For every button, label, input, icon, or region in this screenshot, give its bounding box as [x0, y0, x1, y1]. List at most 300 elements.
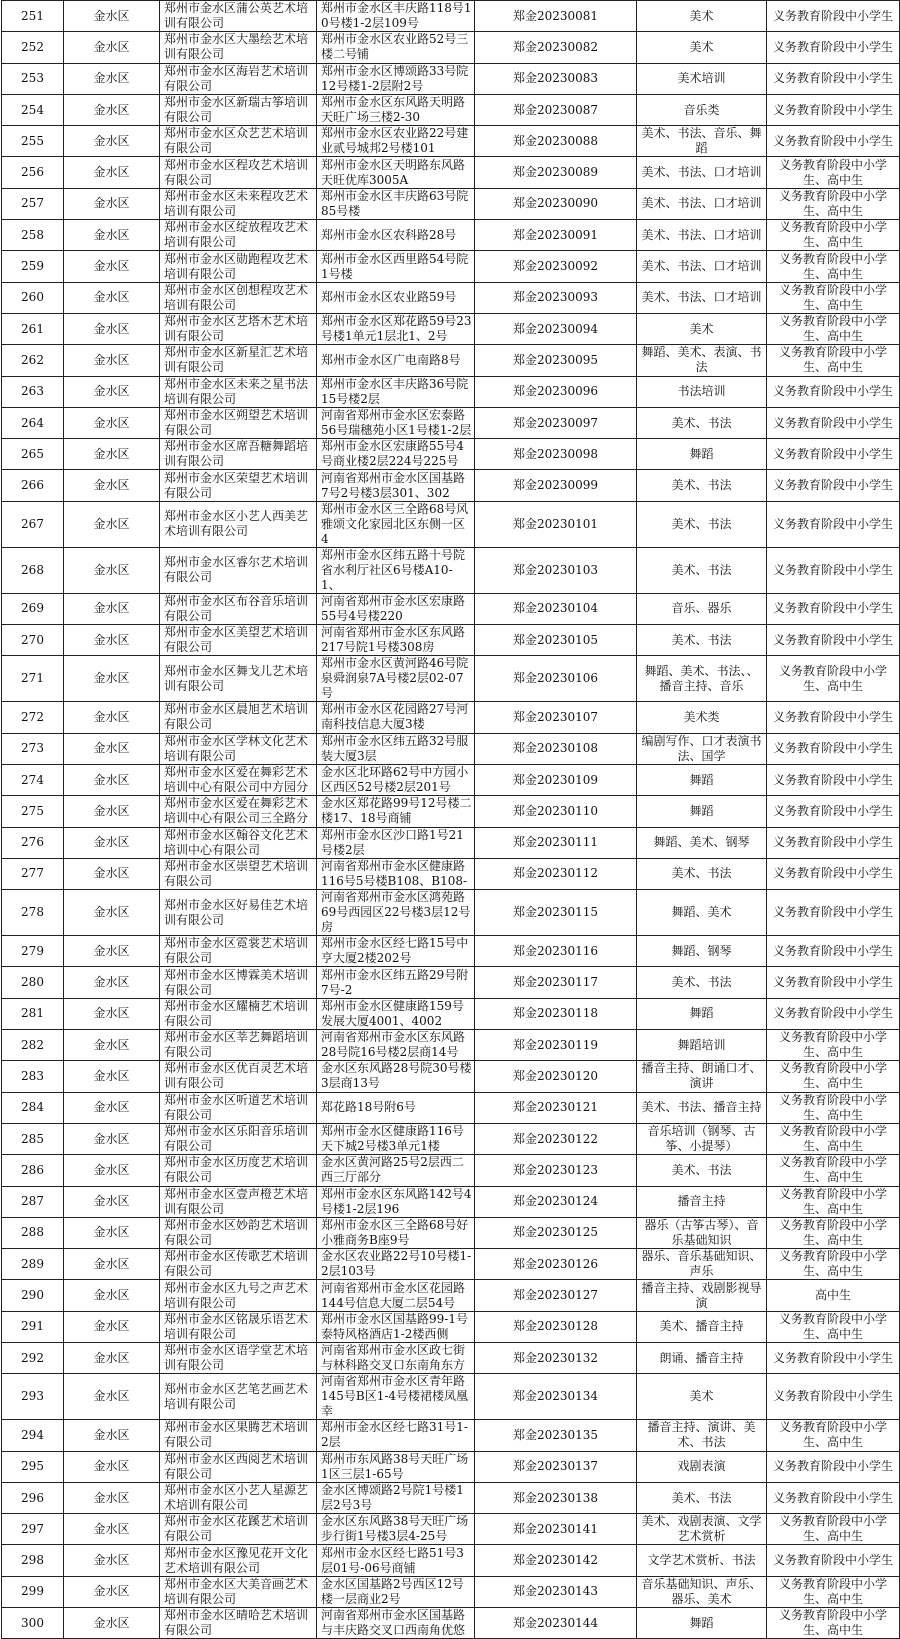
target-students-cell: 义务教育阶段中小学生、高中生: [767, 656, 900, 702]
table-row: [2, 1420, 900, 1451]
institution-name-cell: 郑州市金水区好易佳艺术培训有限公司: [160, 890, 317, 936]
row-number-cell: 267: [2, 501, 64, 547]
institution-name-cell: 郑州市金水区大美音画艺术培训有限公司: [160, 1576, 317, 1607]
address-cell: 郑州市金水区东风路142号4号楼1-2层196: [317, 1186, 475, 1217]
target-students-cell: 义务教育阶段中小学生、高中生: [767, 251, 900, 282]
target-students-cell: 义务教育阶段中小学生: [767, 702, 900, 733]
table-row: [2, 313, 900, 344]
license-number-cell: 郑金20230096: [475, 376, 637, 407]
address-cell: 郑州市金水区东风路天明路天旺广场三楼2-30: [317, 94, 475, 125]
institution-name-cell: 郑州市金水区翰谷文化艺术培训中心有限公司: [160, 827, 317, 858]
target-students-cell: 义务教育阶段中小学生: [767, 998, 900, 1029]
table-row: [2, 998, 900, 1029]
institution-name-cell: 郑州市金水区语学堂艺术培训有限公司: [160, 1342, 317, 1373]
license-number-cell: 郑金20230135: [475, 1420, 637, 1451]
district-cell: 金水区: [64, 702, 160, 733]
row-number-cell: 280: [2, 967, 64, 998]
license-number-cell: 郑金20230107: [475, 702, 637, 733]
institution-name-cell: 郑州市金水区优百灵艺术培训有限公司: [160, 1061, 317, 1092]
table-row: [2, 967, 900, 998]
table-row: [2, 501, 900, 547]
training-subjects-cell: 美术、书法: [637, 501, 767, 547]
license-number-cell: 郑金20230110: [475, 796, 637, 827]
address-cell: 郑州市金水区健康路159号发展大厦4001、4002: [317, 998, 475, 1029]
institution-name-cell: 郑州市金水区朔望艺术培训有限公司: [160, 407, 317, 438]
row-number-cell: 259: [2, 251, 64, 282]
district-cell: 金水区: [64, 32, 160, 63]
table-row: [2, 858, 900, 889]
target-students-cell: 义务教育阶段中小学生: [767, 1374, 900, 1420]
training-subjects-cell: 美术: [637, 1, 767, 32]
training-subjects-cell: 音乐培训（钢琴、古筝、小提琴）: [637, 1123, 767, 1154]
training-subjects-cell: 美术、书法: [637, 967, 767, 998]
row-number-cell: 263: [2, 376, 64, 407]
target-students-cell: 义务教育阶段中小学生: [767, 593, 900, 624]
target-students-cell: 义务教育阶段中小学生、高中生: [767, 1155, 900, 1186]
district-cell: 金水区: [64, 796, 160, 827]
table-row: [2, 376, 900, 407]
address-cell: 郑州市金水区丰庆路63号院85号楼: [317, 188, 475, 219]
institution-name-cell: 郑州市金水区花蹊艺术培训有限公司: [160, 1514, 317, 1545]
institution-name-cell: 郑州市金水区传歌艺术培训有限公司: [160, 1249, 317, 1280]
training-subjects-cell: 美术、书法、播音主持: [637, 1092, 767, 1123]
district-cell: 金水区: [64, 1061, 160, 1092]
district-cell: 金水区: [64, 251, 160, 282]
license-number-cell: 郑金20230103: [475, 547, 637, 593]
district-cell: 金水区: [64, 94, 160, 125]
institution-name-cell: 郑州市金水区创想程攻艺术培训有限公司: [160, 282, 317, 313]
training-subjects-cell: 舞蹈: [637, 1608, 767, 1639]
table-row: [2, 251, 900, 282]
row-number-cell: 266: [2, 470, 64, 501]
district-cell: 金水区: [64, 1420, 160, 1451]
license-number-cell: 郑金20230137: [475, 1451, 637, 1482]
institution-name-cell: 郑州市金水区众艺艺术培训有限公司: [160, 126, 317, 157]
license-number-cell: 郑金20230141: [475, 1514, 637, 1545]
table-row: [2, 282, 900, 313]
license-number-cell: 郑金20230099: [475, 470, 637, 501]
table-row: [2, 345, 900, 376]
institution-name-cell: 郑州市金水区崇望艺术培训有限公司: [160, 858, 317, 889]
target-students-cell: 义务教育阶段中小学生、高中生: [767, 1311, 900, 1342]
row-number-cell: 299: [2, 1576, 64, 1607]
training-subjects-cell: 舞蹈: [637, 764, 767, 795]
training-subjects-cell: 美术、书法: [637, 625, 767, 656]
district-cell: 金水区: [64, 313, 160, 344]
district-cell: 金水区: [64, 345, 160, 376]
table-row: [2, 1451, 900, 1482]
institution-name-cell: 郑州市金水区爱在舞彩艺术培训中心有限公司中方园分: [160, 764, 317, 795]
license-number-cell: 郑金20230128: [475, 1311, 637, 1342]
table-row: [2, 1186, 900, 1217]
training-subjects-cell: 美术: [637, 1374, 767, 1420]
row-number-cell: 284: [2, 1092, 64, 1123]
table-row: [2, 470, 900, 501]
training-subjects-cell: 美术、书法、口才培训: [637, 188, 767, 219]
training-subjects-cell: 美术培训: [637, 63, 767, 94]
training-subjects-cell: 音乐、器乐: [637, 593, 767, 624]
target-students-cell: 义务教育阶段中小学生: [767, 890, 900, 936]
row-number-cell: 255: [2, 126, 64, 157]
institution-name-cell: 郑州市金水区艺笔艺画艺术培训有限公司: [160, 1374, 317, 1420]
table-row: [2, 1576, 900, 1607]
table-row: [2, 936, 900, 967]
institution-name-cell: 郑州市金水区布谷音乐培训有限公司: [160, 593, 317, 624]
row-number-cell: 260: [2, 282, 64, 313]
target-students-cell: 义务教育阶段中小学生: [767, 376, 900, 407]
target-students-cell: 义务教育阶段中小学生、高中生: [767, 313, 900, 344]
address-cell: 郑州市金水区天明路东风路天旺优库3005A: [317, 157, 475, 188]
training-subjects-cell: 播音主持、朗诵口才、演讲: [637, 1061, 767, 1092]
district-cell: 金水区: [64, 376, 160, 407]
target-students-cell: 义务教育阶段中小学生: [767, 94, 900, 125]
target-students-cell: 义务教育阶段中小学生、高中生: [767, 1608, 900, 1639]
institution-name-cell: 郑州市金水区果腾艺术培训有限公司: [160, 1420, 317, 1451]
table-row: [2, 1030, 900, 1061]
district-cell: 金水区: [64, 1451, 160, 1482]
row-number-cell: 296: [2, 1482, 64, 1513]
row-number-cell: 272: [2, 702, 64, 733]
address-cell: 河南省郑州市金水区鸿苑路69号西园区22号楼3层12号房: [317, 890, 475, 936]
table-row: [2, 157, 900, 188]
district-cell: 金水区: [64, 282, 160, 313]
institution-name-cell: 郑州市金水区历度艺术培训有限公司: [160, 1155, 317, 1186]
district-cell: 金水区: [64, 126, 160, 157]
address-cell: 郑州市金水区丰庆路36号院15号楼2层: [317, 376, 475, 407]
address-cell: 河南省郑州市金水区东风路217号院1号楼308房: [317, 625, 475, 656]
table-row: [2, 547, 900, 593]
address-cell: 郑州市金水区农业路52号三楼二号铺: [317, 32, 475, 63]
address-cell: 郑州市金水区经七路51号3层01号-06号商铺: [317, 1545, 475, 1576]
district-cell: 金水区: [64, 890, 160, 936]
row-number-cell: 282: [2, 1030, 64, 1061]
target-students-cell: 义务教育阶段中小学生: [767, 126, 900, 157]
license-number-cell: 郑金20230112: [475, 858, 637, 889]
institution-name-cell: 郑州市金水区小艺人星源艺术培训有限公司: [160, 1482, 317, 1513]
address-cell: 郑州市金水区农业路22号建业贰号城邦2号楼101: [317, 126, 475, 157]
target-students-cell: 义务教育阶段中小学生、高中生: [767, 1186, 900, 1217]
training-subjects-cell: 器乐（古筝古琴）、音乐基础知识: [637, 1217, 767, 1248]
address-cell: 金水区东风路28号院30号楼3层商13号: [317, 1061, 475, 1092]
license-number-cell: 郑金20230092: [475, 251, 637, 282]
table-row: [2, 1545, 900, 1576]
district-cell: 金水区: [64, 1249, 160, 1280]
target-students-cell: 高中生: [767, 1280, 900, 1311]
institution-name-cell: 郑州市金水区爱在舞彩艺术培训中心有限公司三全路分: [160, 796, 317, 827]
district-cell: 金水区: [64, 593, 160, 624]
address-cell: 金水区郑花路99号12号楼二楼17、18号商铺: [317, 796, 475, 827]
training-subjects-cell: 文学艺术赏析、书法: [637, 1545, 767, 1576]
district-cell: 金水区: [64, 1186, 160, 1217]
address-cell: 金水区北环路62号中方园小区西区52号楼2层201号: [317, 764, 475, 795]
institution-name-cell: 郑州市金水区乐阳音乐培训有限公司: [160, 1123, 317, 1154]
district-cell: 金水区: [64, 1155, 160, 1186]
training-subjects-cell: 音乐类: [637, 94, 767, 125]
license-number-cell: 郑金20230138: [475, 1482, 637, 1513]
district-cell: 金水区: [64, 1123, 160, 1154]
address-cell: 河南省郑州市金水区国基路与丰庆路交叉口西南角优悠: [317, 1608, 475, 1639]
target-students-cell: 义务教育阶段中小学生、高中生: [767, 157, 900, 188]
table-row: [2, 764, 900, 795]
row-number-cell: 254: [2, 94, 64, 125]
target-students-cell: 义务教育阶段中小学生、高中生: [767, 282, 900, 313]
training-subjects-cell: 播音主持、戏剧影视导演: [637, 1280, 767, 1311]
training-subjects-cell: 美术、书法: [637, 1155, 767, 1186]
table-row: [2, 439, 900, 470]
license-number-cell: 郑金20230109: [475, 764, 637, 795]
row-number-cell: 261: [2, 313, 64, 344]
target-students-cell: 义务教育阶段中小学生: [767, 936, 900, 967]
table-row: [2, 1092, 900, 1123]
row-number-cell: 268: [2, 547, 64, 593]
address-cell: 郑州市金水区纬五路29号附7号-2: [317, 967, 475, 998]
institution-name-cell: 郑州市金水区海岩艺术培训有限公司: [160, 63, 317, 94]
institution-name-cell: 郑州市金水区艺塔木艺术培训有限公司: [160, 313, 317, 344]
address-cell: 郑州市金水区经七路31号1-2层: [317, 1420, 475, 1451]
license-number-cell: 郑金20230106: [475, 656, 637, 702]
district-cell: 金水区: [64, 1576, 160, 1607]
address-cell: 郑州市金水区西里路54号院1号楼: [317, 251, 475, 282]
district-cell: 金水区: [64, 157, 160, 188]
institution-name-cell: 郑州市金水区大墨绘艺术培训有限公司: [160, 32, 317, 63]
row-number-cell: 264: [2, 407, 64, 438]
training-subjects-cell: 舞蹈: [637, 439, 767, 470]
address-cell: 郑州市金水区三全路68号好小雅商务B座9号: [317, 1217, 475, 1248]
target-students-cell: 义务教育阶段中小学生、高中生: [767, 1249, 900, 1280]
address-cell: 郑州市金水区花园路27号河南科技信息大厦3楼: [317, 702, 475, 733]
target-students-cell: 义务教育阶段中小学生: [767, 858, 900, 889]
target-students-cell: 义务教育阶段中小学生、高中生: [767, 1576, 900, 1607]
target-students-cell: 义务教育阶段中小学生: [767, 1545, 900, 1576]
district-cell: 金水区: [64, 998, 160, 1029]
table-row: [2, 656, 900, 702]
license-number-cell: 郑金20230104: [475, 593, 637, 624]
table-row: [2, 1482, 900, 1513]
row-number-cell: 285: [2, 1123, 64, 1154]
license-number-cell: 郑金20230121: [475, 1092, 637, 1123]
target-students-cell: 义务教育阶段中小学生、高中生: [767, 220, 900, 251]
address-cell: 郑州市金水区健康路116号天下城2号楼3单元1楼: [317, 1123, 475, 1154]
training-subjects-cell: 舞蹈、美术、表演、书法: [637, 345, 767, 376]
license-number-cell: 郑金20230098: [475, 439, 637, 470]
training-subjects-cell: 美术、书法: [637, 547, 767, 593]
target-students-cell: 义务教育阶段中小学生、高中生: [767, 1217, 900, 1248]
district-cell: 金水区: [64, 470, 160, 501]
district-cell: 金水区: [64, 407, 160, 438]
institution-name-cell: 郑州市金水区西阅艺术培训有限公司: [160, 1451, 317, 1482]
institution-name-cell: 郑州市金水区未来程攻艺术培训有限公司: [160, 188, 317, 219]
license-number-cell: 郑金20230082: [475, 32, 637, 63]
institution-table: [1, 0, 900, 1639]
target-students-cell: 义务教育阶段中小学生: [767, 1482, 900, 1513]
address-cell: 郑州市东风路38号天旺广场1区三层1-65号: [317, 1451, 475, 1482]
row-number-cell: 269: [2, 593, 64, 624]
row-number-cell: 300: [2, 1608, 64, 1639]
license-number-cell: 郑金20230091: [475, 220, 637, 251]
table-row: [2, 1155, 900, 1186]
table-row: [2, 890, 900, 936]
table-row: [2, 702, 900, 733]
target-students-cell: 义务教育阶段中小学生、高中生: [767, 345, 900, 376]
target-students-cell: 义务教育阶段中小学生: [767, 439, 900, 470]
address-cell: 郑州市金水区农业路59号: [317, 282, 475, 313]
license-number-cell: 郑金20230144: [475, 1608, 637, 1639]
license-number-cell: 郑金20230132: [475, 1342, 637, 1373]
license-number-cell: 郑金20230094: [475, 313, 637, 344]
table-row: [2, 1280, 900, 1311]
district-cell: 金水区: [64, 1482, 160, 1513]
district-cell: 金水区: [64, 858, 160, 889]
institution-name-cell: 郑州市金水区程攻艺术培训有限公司: [160, 157, 317, 188]
institution-name-cell: 郑州市金水区新瑞古筝培训有限公司: [160, 94, 317, 125]
table-row: [2, 593, 900, 624]
license-number-cell: 郑金20230081: [475, 1, 637, 32]
row-number-cell: 294: [2, 1420, 64, 1451]
table-row: [2, 126, 900, 157]
training-subjects-cell: 舞蹈: [637, 796, 767, 827]
institution-name-cell: 郑州市金水区睿尔艺术培训有限公司: [160, 547, 317, 593]
training-subjects-cell: 舞蹈、美术、钢琴: [637, 827, 767, 858]
training-subjects-cell: 美术、播音主持: [637, 1311, 767, 1342]
row-number-cell: 293: [2, 1374, 64, 1420]
license-number-cell: 郑金20230122: [475, 1123, 637, 1154]
row-number-cell: 288: [2, 1217, 64, 1248]
district-cell: 金水区: [64, 1608, 160, 1639]
address-cell: 郑花路18号附6号: [317, 1092, 475, 1123]
license-number-cell: 郑金20230123: [475, 1155, 637, 1186]
training-subjects-cell: 朗诵、播音主持: [637, 1342, 767, 1373]
district-cell: 金水区: [64, 625, 160, 656]
table-row: [2, 733, 900, 764]
license-number-cell: 郑金20230090: [475, 188, 637, 219]
table-row: [2, 1608, 900, 1639]
row-number-cell: 295: [2, 1451, 64, 1482]
license-number-cell: 郑金20230108: [475, 733, 637, 764]
license-number-cell: 郑金20230115: [475, 890, 637, 936]
address-cell: 郑州市金水区沙口路1号21号楼2层: [317, 827, 475, 858]
district-cell: 金水区: [64, 1, 160, 32]
training-subjects-cell: 美术、书法: [637, 470, 767, 501]
training-subjects-cell: 器乐、音乐基础知识、声乐: [637, 1249, 767, 1280]
row-number-cell: 291: [2, 1311, 64, 1342]
row-number-cell: 262: [2, 345, 64, 376]
row-number-cell: 253: [2, 63, 64, 94]
target-students-cell: 义务教育阶段中小学生: [767, 796, 900, 827]
target-students-cell: 义务教育阶段中小学生: [767, 625, 900, 656]
training-subjects-cell: 播音主持: [637, 1186, 767, 1217]
license-number-cell: 郑金20230105: [475, 625, 637, 656]
address-cell: 河南省郑州市金水区宏康路55号4号楼220: [317, 593, 475, 624]
row-number-cell: 297: [2, 1514, 64, 1545]
institution-name-cell: 郑州市金水区荣望艺术培训有限公司: [160, 470, 317, 501]
institution-name-cell: 郑州市金水区舞戈儿艺术培训有限公司: [160, 656, 317, 702]
training-subjects-cell: 舞蹈: [637, 998, 767, 1029]
table-row: [2, 32, 900, 63]
address-cell: 郑州市金水区博颂路33号院12号楼1-2层附2号: [317, 63, 475, 94]
training-subjects-cell: 美术、戏剧表演、文学艺术赏析: [637, 1514, 767, 1545]
address-cell: 河南省郑州市金水区国基路7号2号楼3层301、302: [317, 470, 475, 501]
district-cell: 金水区: [64, 1514, 160, 1545]
target-students-cell: 义务教育阶段中小学生: [767, 733, 900, 764]
district-cell: 金水区: [64, 733, 160, 764]
row-number-cell: 292: [2, 1342, 64, 1373]
district-cell: 金水区: [64, 1217, 160, 1248]
target-students-cell: 义务教育阶段中小学生: [767, 764, 900, 795]
district-cell: 金水区: [64, 827, 160, 858]
table-row: [2, 1, 900, 32]
institution-name-cell: 郑州市金水区妙韵艺术培训有限公司: [160, 1217, 317, 1248]
district-cell: 金水区: [64, 547, 160, 593]
address-cell: 郑州市金水区经七路15号中亨大厦2楼202号: [317, 936, 475, 967]
training-subjects-cell: 美术、书法、音乐、舞蹈: [637, 126, 767, 157]
address-cell: 河南省郑州市金水区青年路145号B区1-4号楼裙楼凤凰幸: [317, 1374, 475, 1420]
row-number-cell: 270: [2, 625, 64, 656]
table-row: [2, 63, 900, 94]
row-number-cell: 274: [2, 764, 64, 795]
license-number-cell: 郑金20230127: [475, 1280, 637, 1311]
address-cell: 河南省郑州市金水区花园路144号信息大厦二层54号: [317, 1280, 475, 1311]
address-cell: 郑州市金水区郑花路59号23号楼1单元1层北1、2号: [317, 313, 475, 344]
address-cell: 河南省郑州市金水区东风路28号院16号楼2层商14号: [317, 1030, 475, 1061]
row-number-cell: 276: [2, 827, 64, 858]
institution-name-cell: 郑州市金水区晴哈艺术培训有限公司: [160, 1608, 317, 1639]
institution-name-cell: 郑州市金水区学林文化艺术培训有限公司: [160, 733, 317, 764]
institution-name-cell: 郑州市金水区九号之声艺术培训有限公司: [160, 1280, 317, 1311]
row-number-cell: 275: [2, 796, 64, 827]
institution-name-cell: 郑州市金水区听道艺术培训有限公司: [160, 1092, 317, 1123]
table-row: [2, 796, 900, 827]
target-students-cell: 义务教育阶段中小学生: [767, 827, 900, 858]
target-students-cell: 义务教育阶段中小学生: [767, 32, 900, 63]
district-cell: 金水区: [64, 936, 160, 967]
institution-name-cell: 郑州市金水区绽放程攻艺术培训有限公司: [160, 220, 317, 251]
training-subjects-cell: 音乐基础知识、声乐、器乐、美术: [637, 1576, 767, 1607]
license-number-cell: 郑金20230097: [475, 407, 637, 438]
training-subjects-cell: 美术、书法、口才培训: [637, 157, 767, 188]
license-number-cell: 郑金20230089: [475, 157, 637, 188]
address-cell: 金水区国基路2号西区12号楼一层商业2号: [317, 1576, 475, 1607]
institution-name-cell: 郑州市金水区壹声橙艺术培训有限公司: [160, 1186, 317, 1217]
district-cell: 金水区: [64, 439, 160, 470]
institution-name-cell: 郑州市金水区霓裳艺术培训有限公司: [160, 936, 317, 967]
license-number-cell: 郑金20230143: [475, 1576, 637, 1607]
training-subjects-cell: 美术、书法: [637, 858, 767, 889]
institution-name-cell: 郑州市金水区新星汇艺术培训有限公司: [160, 345, 317, 376]
license-number-cell: 郑金20230083: [475, 63, 637, 94]
district-cell: 金水区: [64, 967, 160, 998]
license-number-cell: 郑金20230116: [475, 936, 637, 967]
district-cell: 金水区: [64, 220, 160, 251]
training-subjects-cell: 美术: [637, 32, 767, 63]
institution-name-cell: 郑州市金水区小艺人西美艺术培训有限公司: [160, 501, 317, 547]
institution-name-cell: 郑州市金水区博霖美术培训有限公司: [160, 967, 317, 998]
district-cell: 金水区: [64, 656, 160, 702]
table-row: [2, 1311, 900, 1342]
row-number-cell: 265: [2, 439, 64, 470]
table-row: [2, 1061, 900, 1092]
target-students-cell: 义务教育阶段中小学生: [767, 1451, 900, 1482]
address-cell: 郑州市金水区三全路68号风雅颂文化家园北区东侧一区4: [317, 501, 475, 547]
address-cell: 金水区东风路38号天旺广场步行街1号楼3层4-25号: [317, 1514, 475, 1545]
license-number-cell: 郑金20230118: [475, 998, 637, 1029]
training-subjects-cell: 舞蹈、美术: [637, 890, 767, 936]
row-number-cell: 258: [2, 220, 64, 251]
license-number-cell: 郑金20230142: [475, 1545, 637, 1576]
institution-name-cell: 郑州市金水区莘艺舞蹈培训有限公司: [160, 1030, 317, 1061]
license-number-cell: 郑金20230125: [475, 1217, 637, 1248]
row-number-cell: 251: [2, 1, 64, 32]
license-number-cell: 郑金20230088: [475, 126, 637, 157]
